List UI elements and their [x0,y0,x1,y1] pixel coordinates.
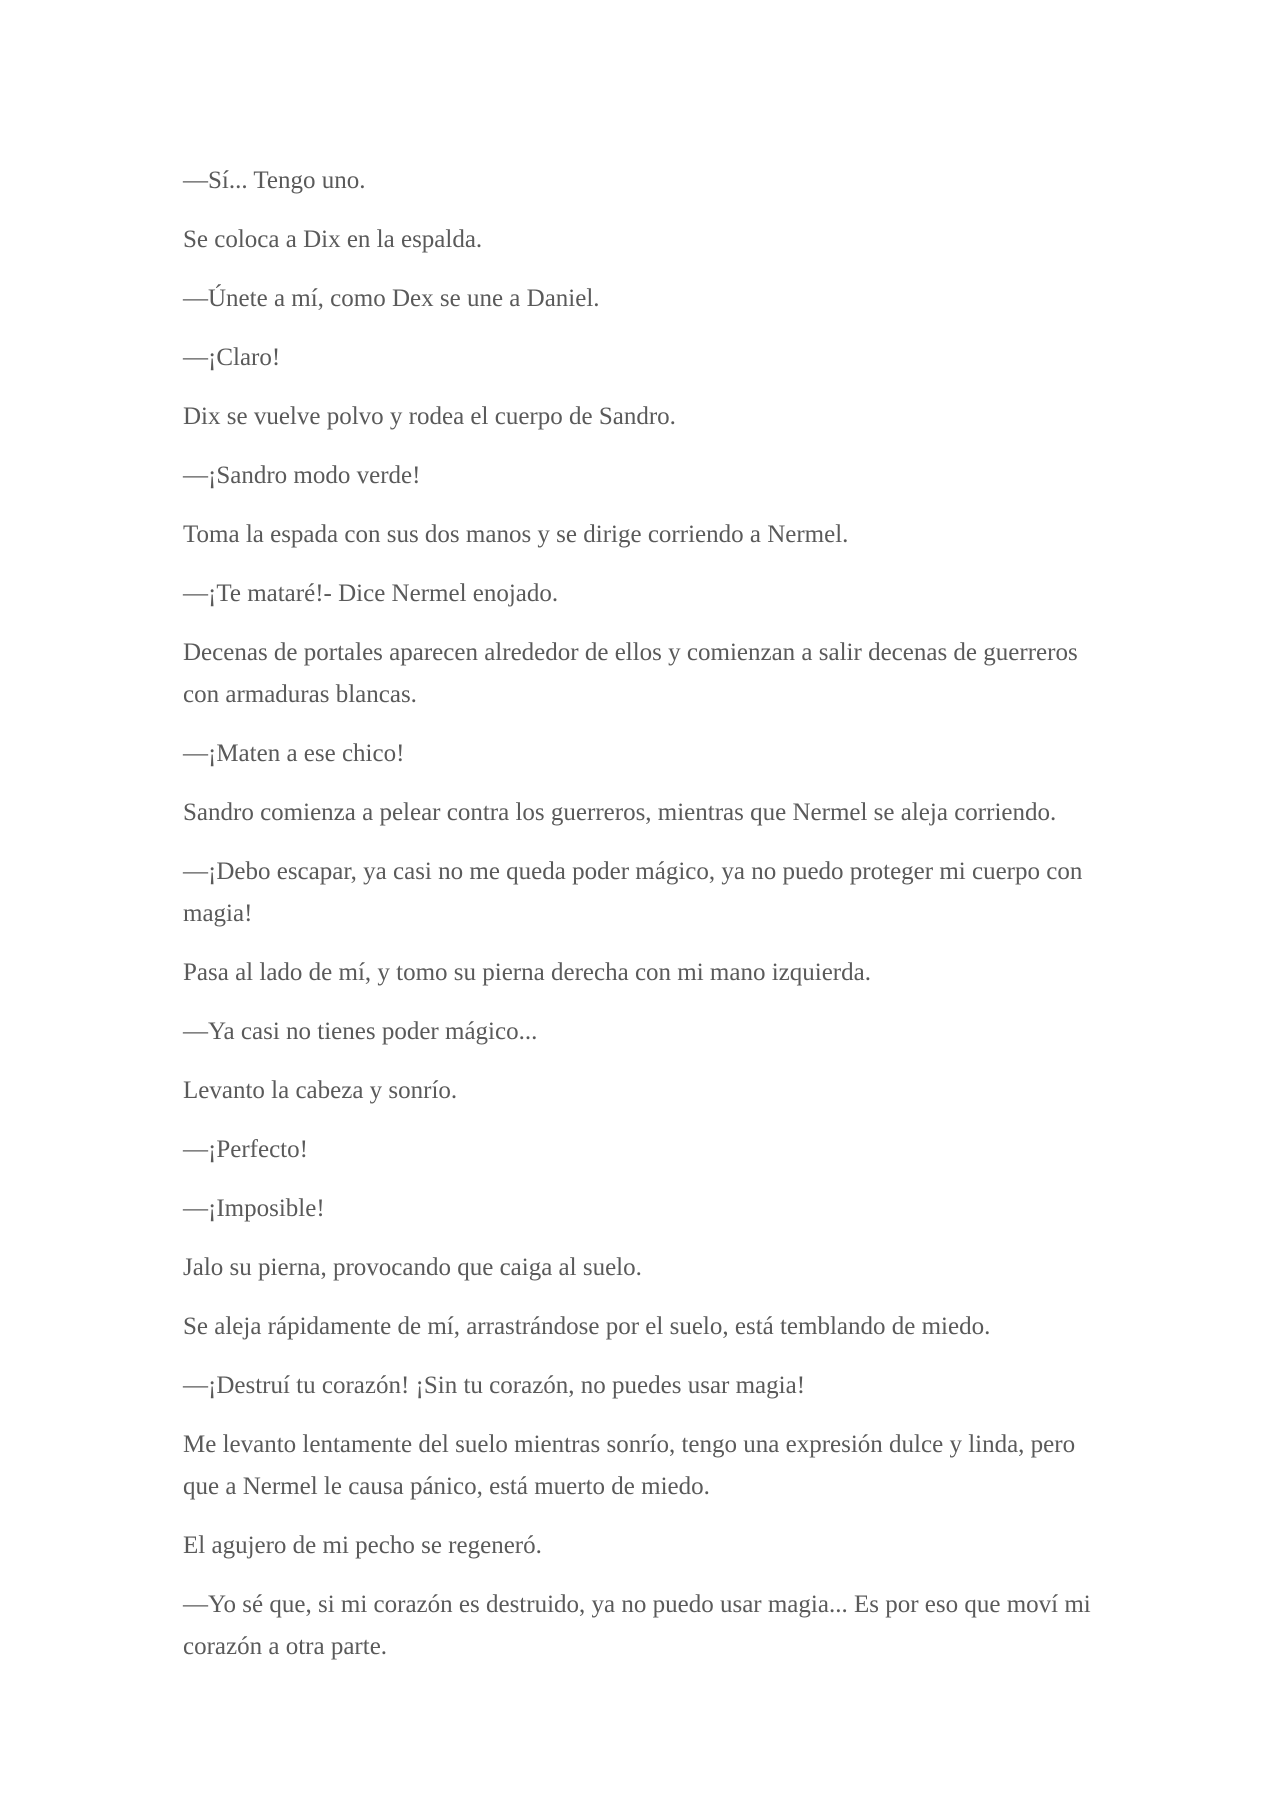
paragraph: —¡Te mataré!- Dice Nermel enojado. [183,580,559,607]
paragraph: Me levanto lentamente del suelo mientras sonrío, tengo una expresión dulce y linda, pero que a Nermel le causa pánico, está muerto de miedo. [183,1431,1076,1500]
paragraph: —¡Maten a ese chico! [183,740,405,767]
paragraph: —Yo sé que, si mi corazón es destruido, ya no puedo usar magia... Es por eso que moví mi corazón a otra parte. [183,1591,1091,1660]
paragraph: —¡Perfecto! [183,1136,308,1163]
paragraph: —¡Imposible! [183,1195,325,1222]
paragraph: —¡Sandro modo verde! [183,462,421,489]
paragraph: —¡Destruí tu corazón! ¡Sin tu corazón, no puedes usar magia! [183,1372,806,1399]
paragraph: —Ya casi no tienes poder mágico... [183,1018,538,1045]
paragraph: El agujero de mi pecho se regeneró. [183,1532,542,1559]
document-body [183,160,1103,1685]
paragraph: —Sí... Tengo uno. [183,167,366,194]
paragraph: Dix se vuelve polvo y rodea el cuerpo de Sandro. [183,403,676,430]
paragraph: Jalo su pierna, provocando que caiga al suelo. [183,1254,642,1281]
paragraph: Pasa al lado de mí, y tomo su pierna derecha con mi mano izquierda. [183,959,871,986]
paragraph: —Únete a mí, como Dex se une a Daniel. [183,285,600,312]
paragraph: Toma la espada con sus dos manos y se dirige corriendo a Nermel. [183,521,849,548]
paragraph: Se coloca a Dix en la espalda. [183,226,483,253]
paragraph: Sandro comienza a pelear contra los guerreros, mientras que Nermel se aleja corriendo. [183,799,1057,826]
paragraph: —¡Claro! [183,344,281,371]
paragraph: Levanto la cabeza y sonrío. [183,1077,458,1104]
paragraph: Se aleja rápidamente de mí, arrastrándose por el suelo, está temblando de miedo. [183,1313,991,1340]
paragraph: Decenas de portales aparecen alrededor de ellos y comienzan a salir decenas de guerreros con armaduras blancas. [183,639,1078,708]
paragraph: —¡Debo escapar, ya casi no me queda poder mágico, ya no puedo proteger mi cuerpo con magia! [183,858,1083,927]
